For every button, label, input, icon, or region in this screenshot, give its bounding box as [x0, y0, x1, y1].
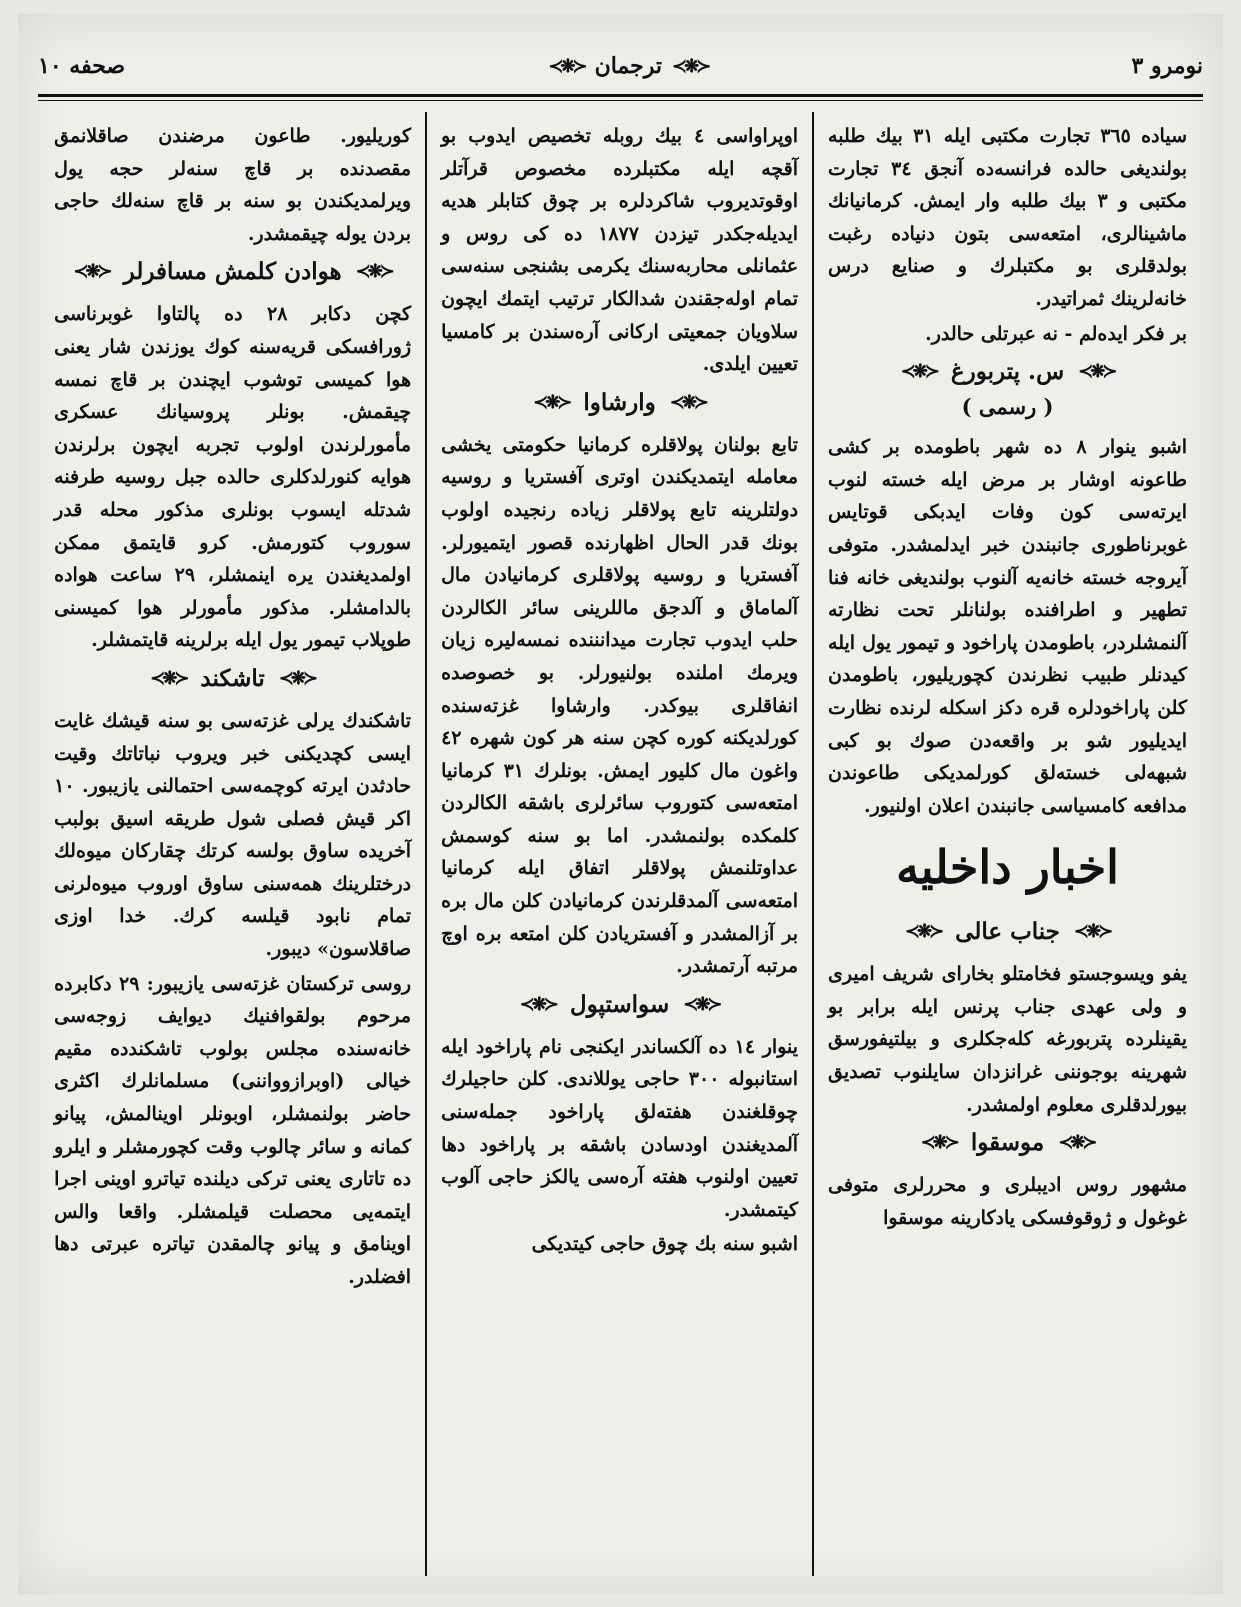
section-heading	[54, 256, 411, 288]
ornament-icon: ≺❋≻	[904, 921, 942, 943]
column-left	[40, 112, 427, 1576]
header-rule-thin	[38, 100, 1203, 101]
ornament-icon: ≺❋≻	[1078, 361, 1115, 383]
ornament-icon: ≺❋≻	[1058, 1132, 1095, 1154]
article-paragraph: اوپراواسى ٤ بيك روبله تخصيص ايدوب بو آقچه ايله مكتبلرده مخصوص قرآتلر اوقوتديروب شاكردلره بر چوق كتابلر هديه ايديله‌جكدر تيزدن ١٨٧٧ ده كى روس و عثمانلى محاربه‌سنك يكرمى بشنجى سنه‌سى تمام اوله‌جقندن شدالكار ترتيب ايتمك ايچون سلاويان جمعيتى اركانى آره‌سندن بر كامسيا تعيين ايلدى.	[441, 125, 799, 376]
section-heading	[441, 989, 798, 1021]
article-paragraph: سياده ٣٦٥ تجارت مكتبى ايله ٣١ بيك طلبه بولنديغى حالده فرانسه‌ده آنجق ٣٤ تجارت مكتبى و ٣ بيك طلبه وار ايمش. كرمانيانك ماشينالرى، امتعه‌سى بتون دنياده رغبت بولدقلرى بو مكتبلرك و صنايع درس خانه‌لرينك ثمراتيدر.	[828, 125, 1187, 310]
paper-title: ترجمان	[594, 53, 663, 79]
section-heading	[54, 663, 411, 695]
ornament-icon: ≺❋≻	[669, 391, 707, 413]
ornament-icon: ≺❋≻	[1073, 921, 1111, 943]
newspaper-page	[18, 14, 1223, 1594]
article-paragraph: تاشكندك يرلى غزته‌سى بو سنه قيشك غايت ايسى كچديكنى خبر ويروب نباتاتك وقيت حادثدن ايرته كوچمه‌سى احتمالنى يازيبور. ١٠ اكر قيش فصلى شول طريقه اسيق بولبب آخريده ساوق بولسه كرتك چقاركان ميوه‌لك درختلرينك همه‌سنى ساوق اوروب ميوه‌لرنى تمام نابود قيلسه كرك. خدا اوزى صاقلاسون» ديبور.	[54, 709, 412, 961]
ornament-icon: ≺❋≻	[548, 55, 585, 77]
article-paragraph: كوريليور. طاعون مرضندن صاقلانمق مقصدنده بر قاچ سنه‌لر حجه يول ويرلمديكندن بو سنه بر قاچ سنه‌لك حاجى بردن يوله چيقمشدر.	[54, 125, 412, 245]
article-paragraph: روسى تركستان غزته‌سى يازيبور: ٢٩ دكابرده مرحوم بولقوافنيك ديوايف زوجه‌سى خانه‌سنده مجلس بولوب تاشكندده مقيم خيالى (اوبرازوواننى) مسلمانلرك اكثرى حاضر بولنمشلر، اوبونلر اوينالمش، پيانو كمانه و سائر چالوب وقت كچورمشلر و ايلرو ده تاتارى يعنى تركى ديلنده تياترو اوينى اجرا ايتمه‌يى محصلت قيلمشلر. واقعا والس اوينامق و پيانو چالمقدن تياتره عبرتى دها افضلدر.	[54, 972, 412, 1288]
section-heading-text: هوادن كلمش مسافرلر	[123, 258, 342, 286]
masthead-title	[548, 53, 708, 79]
article-paragraph: اشبو ينوار ٨ ده شهر باطومده بر كشى طاعونه اوشار بر مرض ايله خسته لنوب ايرته‌سى كون وفات ايدبكى قوتايس غوبرناطورى جانبندن خبر ايدلمشدر. متوفى آيروجه خسته خانه‌يه آلنوب بولنديغى خانه فنا تطهير و اطرافنده بولنانلر تحت نظارته آلنمشلردر، باطومدن پاراخود و تيمور يول ايله كيدنلر طبيب نظرندن كچوريليور، باطومدن كلن پاراخودلره قره دكز اسكله لرنده نظارت ايديليور شو بر واقعه‌دن صوك بو كبى شبهه‌لى خسته‌لق كورلمديكى طاعوندن مدافعه كامسياسى جانبندن اعلان اولنيور.	[828, 436, 1187, 817]
article-paragraph: اشبو سنه بك چوق حاجى كيتديكى	[531, 1233, 799, 1256]
section-heading-text: تاشكند	[200, 664, 265, 692]
ornament-icon: ≺❋≻	[278, 667, 316, 689]
ornament-icon: ≺❋≻	[683, 993, 720, 1015]
issue-number: نومرو ٣	[1131, 53, 1203, 79]
section-heading	[828, 1127, 1187, 1159]
ornament-icon: ≺❋≻	[73, 261, 110, 283]
ornament-icon: ≺❋≻	[533, 391, 570, 413]
ornament-icon: ≺❋≻	[900, 361, 937, 383]
section-heading-text: وارشاوا	[583, 388, 656, 416]
column-right	[814, 112, 1201, 1576]
article-paragraph: مشهور روس اديبلرى و محررلرى متوفى غوغول و ژوقوفسكى يادكارينه موسقوا	[828, 1174, 1187, 1229]
section-heading-text: جناب عالى	[955, 918, 1060, 946]
ornament-icon: ≺❋≻	[920, 1132, 957, 1154]
column-middle	[427, 112, 814, 1576]
masthead	[38, 40, 1203, 92]
ornament-icon: ≺❋≻	[672, 55, 709, 77]
article-paragraph: كچن دكابر ٢٨ ده پالتاوا غوبرناسى ژورافسكى قريه‌سنه كوك يوزندن شار يعنى هوا كميسى توشوب ايچندن بر قاچ نمسه چيقمش. بونلر پروسيانك عسكرى مأمورلرندن اولوب تجربه ايچون برلرندن هوايه كنورلدكلرى حالده جبل روسيه طرفنه شدتله ايسوب بونلرى مذكور محله قدر سوروب كتورمش. كرو قايتمق ممكن اولمديغندن يره اينمشلر، ٢٩ ساعت هواده بالدامشلر. مذكور مأمورلر هوا كميسنى طوپلاب تيمور يول ايله برلرينه قايتمشلر.	[54, 303, 412, 652]
section-heading-text: موسقوا	[970, 1129, 1045, 1157]
section-subheading: ( رسمى )	[961, 394, 1054, 420]
section-heading-text: سواستپول	[569, 990, 670, 1018]
article-paragraph: يفو ويسوجستو فخامتلو بخاراى شريف اميرى و ولى عهدى جناب پرنس ايله برابر بو يقينلرده پتربورغه كله‌جكلرى و بيلتيفورسق شهرينه بوجوننى غرانزدان سايلنوب تصديق بيورلدقلرى معلوم اولمشدر.	[828, 963, 1187, 1116]
section-heading	[828, 916, 1187, 948]
ornament-icon: ≺❋≻	[355, 261, 392, 283]
article-paragraph: تابع بولنان پولاقلره كرمانيا حكومتى يخشى معامله ايتمديكندن اوترى آفستريا و روسيه دولتلرينه تابع پولاقلر زياده رنجيده اولوب بونك قدر الحال اظهارنده قصور ايتميورلر. آفستريا و روسيه پولاقلرى كرمانيادن مال آلماماق و آلدجق ماللرينى سائر الكالردن حلب ايدوب تجارت ميدانننده نمسه‌ليره زيان ويرمك املنده بولنيورلر. بو خصوصده انفاقلرى بيوكدر. وارشاوا غزته‌سنده كورلديكنه كوره كچن سنه هر كون شهره ٤٢ واغون مال كليور ايمش. بونلرك ٣١ كرمانيا امتعه‌سى كتوروب سائرلرى باشقه الكالردن كلمكده بولنمشدر. اما بو سنه كوسمش عداوتلنمش پولاقلر اتفاق ايله كرمانيا امتعه‌سى آلمدقلرندن كرمانيادن كلن مال بره بر آزالمشدر و آفستريادن كلن امتعه بره اوچ مرتبه آرتمشدر.	[441, 433, 799, 978]
page-number: صحفه ١٠	[38, 53, 126, 79]
section-heading	[828, 356, 1187, 388]
columns	[40, 112, 1201, 1576]
section-heading	[441, 387, 798, 419]
section-banner: اخبار داخليه	[896, 840, 1119, 895]
ornament-icon: ≺❋≻	[150, 667, 187, 689]
ornament-icon: ≺❋≻	[519, 993, 556, 1015]
section-heading-text: س. پتربورغ	[950, 358, 1065, 386]
article-paragraph: ينوار ١٤ ده آلكساندر ايكنجى نام پاراخود ايله استانبوله ٣٠٠ حاجى يوللاندى. كلن حاجيلرك چوقلغندن هفته‌لق پاراخود جمله‌سنى آلمديغندن اودسادن باشقه بر پاراخود دها تعيين اولنوب هفته آره‌سى يالكز حاجى آلوب كيتمشدر.	[441, 1035, 799, 1221]
header-rule	[38, 94, 1203, 97]
article-paragraph: بر فكر ايده‌لم - نه عبرتلى حالدر.	[925, 322, 1187, 345]
